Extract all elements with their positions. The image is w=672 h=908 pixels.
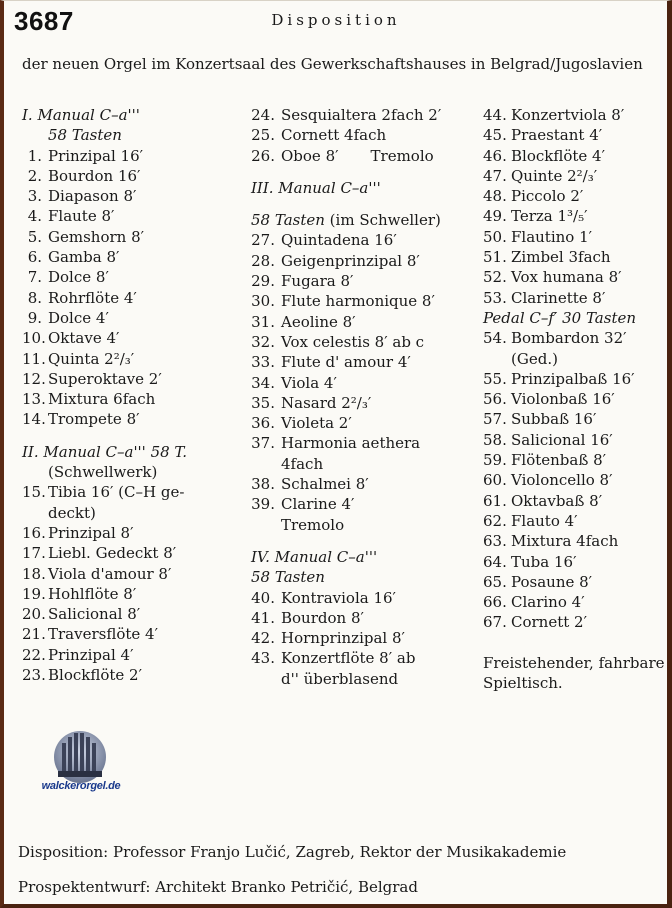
stop-entry: [483, 186, 665, 206]
stop-entry: [22, 206, 187, 226]
stop-entry: [251, 271, 441, 291]
stop-number: 38.: [251, 475, 275, 494]
stop-number: 16.: [22, 523, 46, 542]
stop-number: 64.: [483, 552, 507, 571]
stop-entry: [251, 494, 441, 514]
stop-entry: [251, 648, 441, 668]
section-heading-text: I. Manual C–a''': [22, 106, 140, 124]
stop-number: 6.: [27, 248, 42, 267]
logo-text: walckerorgel.de: [41, 780, 121, 792]
stop-entry: [251, 413, 441, 433]
stop-entry: [22, 482, 187, 502]
stop-name: Violoncello 8′: [511, 471, 613, 490]
section-heading-text: 58 Tasten: [251, 211, 325, 230]
stop-entry: [483, 166, 665, 186]
stop-continuation: [251, 454, 441, 474]
stop-entry: [251, 628, 441, 648]
stop-entry: [22, 665, 187, 685]
stop-number: 35.: [251, 393, 275, 412]
stop-name: Prinzipal 4′: [48, 645, 134, 664]
stop-name: Liebl. Gedeckt 8′: [48, 544, 177, 563]
stop-name: Blockflöte 2′: [48, 666, 142, 685]
stop-number: 32.: [251, 332, 275, 351]
stop-entry: [22, 543, 187, 563]
stop-name: Salicional 16′: [511, 430, 613, 449]
stop-entry: [251, 433, 441, 453]
console-note: [483, 673, 665, 693]
stop-column-1: [22, 105, 187, 685]
stop-number: 51.: [483, 248, 507, 267]
section-heading: [22, 442, 187, 462]
page-title: Disposition: [271, 11, 401, 29]
stop-entry: [22, 409, 187, 429]
console-note-text: Freistehender, fahrbare: [483, 653, 665, 672]
stop-number: 40.: [251, 588, 275, 607]
stop-entry: [251, 373, 441, 393]
stop-entry: [22, 604, 187, 624]
stop-number: 43.: [251, 649, 275, 668]
stop-entry: [483, 369, 665, 389]
stop-column-3: [483, 105, 665, 693]
stop-name: Aeoline 8′: [281, 312, 356, 331]
stop-name: Prinzipal 8′: [48, 523, 134, 542]
stop-number: 48.: [483, 187, 507, 206]
stop-number: 8.: [27, 288, 42, 307]
stop-name: Prinzipalbaß 16′: [511, 369, 635, 388]
stop-entry: [22, 624, 187, 644]
stop-name: Trompete 8′: [48, 410, 140, 429]
stop-entry: [483, 125, 665, 145]
stop-name: Praestant 4′: [511, 126, 603, 145]
spacer: [251, 166, 441, 178]
stop-entry: [22, 166, 187, 186]
stop-name: Prinzipal 16′: [48, 146, 144, 165]
stop-number: 18.: [22, 564, 46, 583]
stop-entry: [22, 247, 187, 267]
stop-number: 25.: [251, 126, 275, 145]
stop-entry: [22, 369, 187, 389]
section-heading-note: (im Schweller): [324, 211, 441, 230]
stop-name: Violeta 2′: [281, 414, 352, 433]
stop-entry: [251, 146, 441, 166]
stop-number: 33.: [251, 353, 275, 372]
section-heading: [251, 178, 441, 198]
section-heading-text: IV. Manual C–a''': [251, 547, 378, 566]
stop-number: 14.: [22, 410, 46, 429]
stop-number: 61.: [483, 491, 507, 510]
tremolo-label: Tremolo: [370, 146, 434, 165]
section-heading-text: 58 Tasten: [251, 568, 325, 587]
stop-number: 67.: [483, 613, 507, 632]
stop-number: 58.: [483, 430, 507, 449]
stop-name: Clarinette 8′: [511, 288, 606, 307]
stop-name: Sesquialtera 2fach 2′: [281, 106, 442, 124]
stop-number: 50.: [483, 227, 507, 246]
stop-name: Zimbel 3fach: [511, 248, 611, 267]
continuation-text: Tremolo: [281, 515, 345, 534]
stop-entry: [251, 474, 441, 494]
organ-pipes-icon: [40, 723, 120, 783]
stop-number: 54.: [483, 329, 507, 348]
stop-entry: [483, 552, 665, 572]
stop-number: 45.: [483, 126, 507, 145]
stop-number: 53.: [483, 288, 507, 307]
stop-name: Konzertflöte 8′ ab: [281, 649, 416, 668]
stop-name: Bourdon 16′: [48, 166, 141, 185]
stop-entry: [483, 267, 665, 287]
stop-name: Traversflöte 4′: [48, 625, 158, 644]
stop-number: 21.: [22, 625, 46, 644]
page-subtitle: der neuen Orgel im Konzertsaal des Gewerkschaftshauses in Belgrad/Jugoslavien: [22, 55, 643, 73]
stop-name: Flötenbaß 8′: [511, 451, 607, 470]
stop-entry: [22, 146, 187, 166]
stop-entry: [22, 523, 187, 543]
stop-name: Posaune 8′: [511, 572, 593, 591]
stop-name: Flauto 4′: [511, 511, 578, 530]
stop-entry: [251, 393, 441, 413]
stop-entry: [483, 572, 665, 592]
stop-number: 63.: [483, 532, 507, 551]
stop-name: Fugara 8′: [281, 272, 354, 291]
stop-entry: [22, 186, 187, 206]
stop-entry: [22, 584, 187, 604]
stop-number: 9.: [27, 308, 42, 327]
stop-continuation: [483, 349, 665, 369]
stop-number: 36.: [251, 414, 275, 433]
stop-number: 17.: [22, 544, 46, 563]
stop-entry: [251, 588, 441, 608]
section-heading: [251, 210, 441, 230]
stop-entry: [251, 230, 441, 250]
spacer: [22, 430, 187, 442]
stop-name: Cornett 4fach: [281, 126, 387, 145]
stop-entry: [22, 328, 187, 348]
stop-name: Flautino 1′: [511, 227, 593, 246]
stop-number: 59.: [483, 451, 507, 470]
stop-name: Bombardon 32′: [511, 329, 627, 348]
stop-name: Salicional 8′: [48, 605, 141, 624]
stop-number: 52.: [483, 268, 507, 287]
stop-number: 19.: [22, 584, 46, 603]
stop-entry: [483, 227, 665, 247]
stop-name: Tibia 16′ (C–H ge-: [48, 483, 185, 502]
stop-number: 10.: [22, 329, 46, 348]
stop-name: Geigenprinzipal 8′: [281, 251, 420, 270]
continuation-text: 4fach: [281, 454, 324, 473]
stop-name: Clarine 4′: [281, 495, 355, 514]
continuation-text: d'' überblasend: [281, 669, 399, 688]
stop-entry: [483, 511, 665, 531]
stop-entry: [483, 389, 665, 409]
stop-name: Dolce 4′: [48, 308, 109, 327]
stop-name: Gamba 8′: [48, 248, 120, 267]
section-heading: [251, 567, 441, 587]
stop-name: Dolce 8′: [48, 268, 109, 287]
stop-entry: [22, 564, 187, 584]
stop-entry: [22, 308, 187, 328]
stop-name: Flute harmonique 8′: [281, 292, 435, 311]
continuation-text: (Schwellwerk): [48, 463, 158, 482]
stop-name: Violonbaß 16′: [511, 390, 615, 409]
stop-entry: [483, 612, 665, 632]
stop-name: Konzertviola 8′: [511, 106, 625, 124]
stop-name: Gemshorn 8′: [48, 227, 145, 246]
stop-name: Mixtura 6fach: [48, 390, 156, 409]
stop-entry: [483, 105, 665, 125]
continuation-text: deckt): [48, 503, 96, 522]
stop-number: 1.: [27, 146, 42, 165]
section-heading: [251, 547, 441, 567]
section-heading: [22, 105, 187, 125]
stop-entry: [22, 267, 187, 287]
stop-number: 57.: [483, 410, 507, 429]
stop-entry: [483, 531, 665, 551]
stop-entry: [483, 409, 665, 429]
stop-entry: [251, 608, 441, 628]
console-note: [483, 653, 665, 673]
footer-disposition: Disposition: Professor Franjo Lučić, Zagreb, Rektor der Musikakademie: [18, 843, 567, 861]
stop-number: 65.: [483, 572, 507, 591]
stop-entry: [483, 491, 665, 511]
section-heading: [483, 308, 665, 328]
stop-number: 66.: [483, 593, 507, 612]
stop-number: 3.: [27, 187, 42, 206]
stop-entry: [22, 288, 187, 308]
stop-name: Piccolo 2′: [511, 187, 584, 206]
stop-name: Clarino 4′: [511, 593, 585, 612]
stop-continuation: [251, 515, 441, 535]
stop-name: Quintadena 16′: [281, 231, 397, 250]
stop-entry: [483, 146, 665, 166]
stop-name: Rohrflöte 4′: [48, 288, 137, 307]
stop-entry: [483, 288, 665, 308]
stop-name: Hohlflöte 8′: [48, 584, 137, 603]
stop-number: 49.: [483, 207, 507, 226]
stop-number: 20.: [22, 605, 46, 624]
stop-name: Mixtura 4fach: [511, 532, 619, 551]
stop-number: 24.: [251, 106, 275, 124]
stop-name: Oktave 4′: [48, 329, 120, 348]
console-note-text: Spieltisch.: [483, 674, 563, 693]
document-number: 3687: [14, 6, 74, 36]
continuation-text: (Ged.): [511, 349, 558, 368]
stop-name: Schalmei 8′: [281, 475, 369, 494]
section-heading-text: 58 Tasten: [48, 126, 122, 145]
stop-continuation: [22, 503, 187, 523]
stop-number: 30.: [251, 292, 275, 311]
stop-number: 44.: [483, 106, 507, 124]
stop-number: 31.: [251, 312, 275, 331]
stop-number: 23.: [22, 666, 46, 685]
stop-entry: [251, 312, 441, 332]
stop-name: Blockflöte 4′: [511, 146, 605, 165]
stop-number: 7.: [27, 268, 42, 287]
stop-name: Kontraviola 16′: [281, 588, 396, 607]
stop-name: Nasard 2²/₃′: [281, 393, 372, 412]
stop-name: Terza 1³/₅′: [511, 207, 588, 226]
stop-number: 42.: [251, 629, 275, 648]
stop-number: 39.: [251, 495, 275, 514]
stop-name: Tuba 16′: [511, 552, 577, 571]
stop-name: Oboe 8′: [281, 146, 339, 165]
stop-entry: [251, 291, 441, 311]
stop-number: 34.: [251, 373, 275, 392]
stop-number: 55.: [483, 369, 507, 388]
stop-number: 37.: [251, 434, 275, 453]
stop-column-2: [251, 105, 441, 689]
stop-name: Oktavbaß 8′: [511, 491, 603, 510]
stop-name: Cornett 2′: [511, 613, 587, 632]
walcker-organ-logo: [40, 723, 120, 808]
stop-number: 15.: [22, 483, 46, 502]
stop-entry: [483, 470, 665, 490]
stop-number: 13.: [22, 390, 46, 409]
stop-number: 29.: [251, 272, 275, 291]
spacer: [251, 198, 441, 210]
stop-name: Viola 4′: [281, 373, 337, 392]
stop-name: Diapason 8′: [48, 187, 137, 206]
stop-name: Superoktave 2′: [48, 369, 162, 388]
stop-entry: [22, 389, 187, 409]
stop-continuation: [22, 462, 187, 482]
stop-entry: [483, 328, 665, 348]
stop-name: Harmonia aethera: [281, 434, 421, 453]
stop-number: 56.: [483, 390, 507, 409]
stop-entry: [251, 251, 441, 271]
stop-entry: [483, 247, 665, 267]
stop-entry: [483, 430, 665, 450]
section-heading: [22, 125, 187, 145]
stop-name: Subbaß 16′: [511, 410, 597, 429]
stop-name: Quinta 2²/₃′: [48, 349, 135, 368]
stop-name: Flute d' amour 4′: [281, 353, 411, 372]
stop-number: 11.: [22, 349, 46, 368]
stop-number: 27.: [251, 231, 275, 250]
section-heading-text: II. Manual C–a''' 58 T.: [22, 442, 187, 461]
stop-continuation: [251, 669, 441, 689]
footer-prospekt: Prospektentwurf: Architekt Branko Petričić, Belgrad: [18, 878, 418, 896]
stop-name: Flaute 8′: [48, 207, 115, 226]
spacer: [251, 535, 441, 547]
stop-number: 60.: [483, 471, 507, 490]
stop-name: Bourdon 8′: [281, 608, 364, 627]
stop-entry: [483, 592, 665, 612]
stop-number: 26.: [251, 146, 275, 165]
stop-entry: [483, 450, 665, 470]
stop-entry: [251, 352, 441, 372]
stop-name: Vox humana 8′: [511, 268, 622, 287]
stop-entry: [483, 206, 665, 226]
stop-entry: [251, 332, 441, 352]
stop-entry: [22, 349, 187, 369]
stop-number: 62.: [483, 511, 507, 530]
stop-number: 41.: [251, 608, 275, 627]
stop-entry: [251, 105, 441, 125]
stop-number: 22.: [22, 645, 46, 664]
stop-number: 28.: [251, 251, 275, 270]
section-heading-text: Pedal C–f′ 30 Tasten: [483, 308, 637, 327]
stop-number: 46.: [483, 146, 507, 165]
stop-number: 47.: [483, 166, 507, 185]
stop-entry: [251, 125, 441, 145]
stop-entry: [22, 645, 187, 665]
stop-number: 4.: [27, 207, 42, 226]
stop-number: 2.: [27, 166, 42, 185]
stop-name: Quinte 2²/₃′: [511, 166, 598, 185]
stop-number: 12.: [22, 369, 46, 388]
stop-name: Hornprinzipal 8′: [281, 629, 405, 648]
stop-entry: [22, 227, 187, 247]
section-heading-text: III. Manual C–a''': [251, 178, 381, 197]
stop-number: 5.: [27, 227, 42, 246]
stop-name: Vox celestis 8′ ab c: [281, 332, 425, 351]
stop-name: Viola d'amour 8′: [48, 564, 172, 583]
